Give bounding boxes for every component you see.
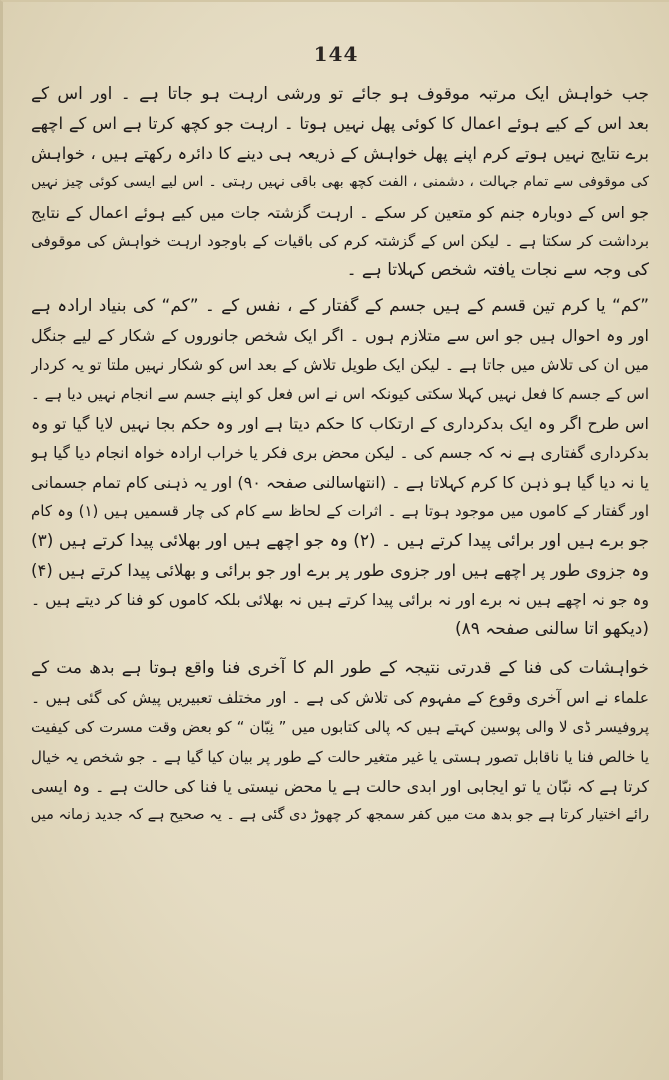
text-line: برداشت کر سکتا ہے ۔ لیکن اس کے گزشتہ کرم کی باقیات کے باوجود ارہت خواہش کی موقوفی (31, 231, 649, 250)
text-line: جو اس کے دوبارہ جنم کو متعین کر سکے ۔ ارہت گزشتہ جات میں کیے ہوئے اعمال کے نتایج (31, 202, 649, 222)
text-line: بدکرداری گفتاری ہے نہ کہ جسم کی ۔ لیکن محض بری فکر یا خراب ارادہ خواہ انجام دیا گیا ہو (31, 443, 649, 462)
text-line: اس کے جسم کا فعل نہیں کہلا سکتی کیونکہ اس نے اس فعل کو اپنے جسم سے انجام نہیں دیا ہے ۔ (31, 384, 649, 403)
page-number: 144 (313, 42, 359, 66)
text-line: اور گفتار کے کاموں میں موجود ہوتا ہے ۔ اثرات کے لحاظ سے کام کی چار قسمیں ہیں (۱) وہ کام (31, 502, 649, 521)
text-line: بعد اس کے کیے ہوئے اعمال کا کوئی پھل نہیں ہوتا ۔ ارہت جو کچھ کرتا ہے اس کے اچھے (31, 114, 649, 134)
reference-citation: (دیکھو اتا سالنی صفحہ ۸۹) (455, 619, 649, 640)
text-line: رائے اختیار کرتا ہے جو بدھ مت میں کفر سمجھ کر چھوڑ دی گئی ہے ۔ یہ صحیح ہے کہ جدید زمانہ میں (31, 807, 649, 824)
text-line: کرتا ہے کہ نبّان یا تو ایجابی اور ابدی حالت ہے یا محض نیستی یا فنا کی حالت ہے ۔ وہ ایسی (31, 776, 649, 796)
text-line: وہ جو نہ اچھے ہیں نہ برے اور نہ برائی پیدا کرتے ہیں نہ بھلائی بلکہ کاموں کو فنا کر دیتے ہیں ۔ (31, 590, 649, 609)
text-line: اور وہ احوال ہیں جو اس سے متلازم ہوں ۔ اگر ایک شخص جانوروں کے شکار کے لیے جنگل (31, 326, 649, 346)
text-line: علماء نے اس آخری وقوع کے مفہوم کی تلاش کی ہے ۔ اور مختلف تعبیریں پیش کی گئی ہیں ۔ (31, 688, 649, 707)
text-line: یا نہ دیا گیا ہو ذہن کا کرم کہلاتا ہے ۔ (انتھاسالنی صفحہ ۹۰) اور یہ ذہنی کام تمام جسمانی (31, 473, 649, 493)
text-line: کی وجہ سے نجات یافتہ شخص کہلاتا ہے ۔ (346, 260, 649, 281)
text-line: جو برے ہیں اور برائی پیدا کرتے ہیں ۔ (۲) وہ جو اچھے ہیں اور بھلائی پیدا کرتے ہیں (۳) (31, 530, 649, 551)
text-line: پروفیسر ڈی لا والی پوسین کہتے ہیں کہ پالی کتابوں میں ” نِبّان “ کو بعض وقت مسرت کی کیفیت (31, 718, 649, 737)
paragraph-1 (31, 80, 649, 286)
text-line: کی موقوفی سے تمام جہالت ، دشمنی ، الفت کچھ بھی باقی نہیں رہتی ۔ اس لیے ایسی کوئی چیز نہیں (31, 174, 649, 191)
text-line: جب خواہش ایک مرتبہ موقوف ہو جائے تو ورشی ارہت ہو جاتا ہے ۔ اور اس کے (31, 84, 649, 104)
paragraph-2 (31, 292, 649, 645)
text-line: برے نتایج نہیں ہوتے کرم اپنے پھل خواہش کے ذریعہ ہی دینے کا دائرہ رکھتے ہیں ، خواہش (31, 143, 649, 163)
text-line: وہ جزوی طور پر اچھے ہیں اور جزوی طور پر برے اور جو برائی و بھلائی پیدا کرتے ہیں (۴) (31, 561, 649, 581)
text-line: خواہشات کی فنا کے قدرتی نتیجہ کے طور الم کا آخری فنا واقع ہوتا ہے بدھ مت کے (31, 658, 649, 679)
text-line: یا خالص فنا یا ناقابل تصور ہستی یا غیر متغیر حالت کے طور پر بیان کیا گیا ہے ۔ جو شخص یہ خیال (31, 747, 649, 766)
text-line: ”کم“ یا کرم تین قسم کے ہیں جسم کے گفتار کے ، نفس کے ۔ ”کم“ کی بنیاد ارادہ ہے (31, 295, 649, 316)
page-body (31, 80, 649, 831)
text-line: میں ان کی تلاش میں جاتا ہے ۔ لیکن ایک طویل تلاش کے بعد اس کو شکار نہیں ملتا تو یہ کردار (31, 355, 649, 374)
text-line: اس طرح اگر وہ ایک بدکرداری کے ارتکاب کا حکم دیتا ہے اور وہ حکم بجا نہیں لایا گیا تو وہ (31, 414, 649, 434)
paragraph-3 (31, 654, 649, 830)
